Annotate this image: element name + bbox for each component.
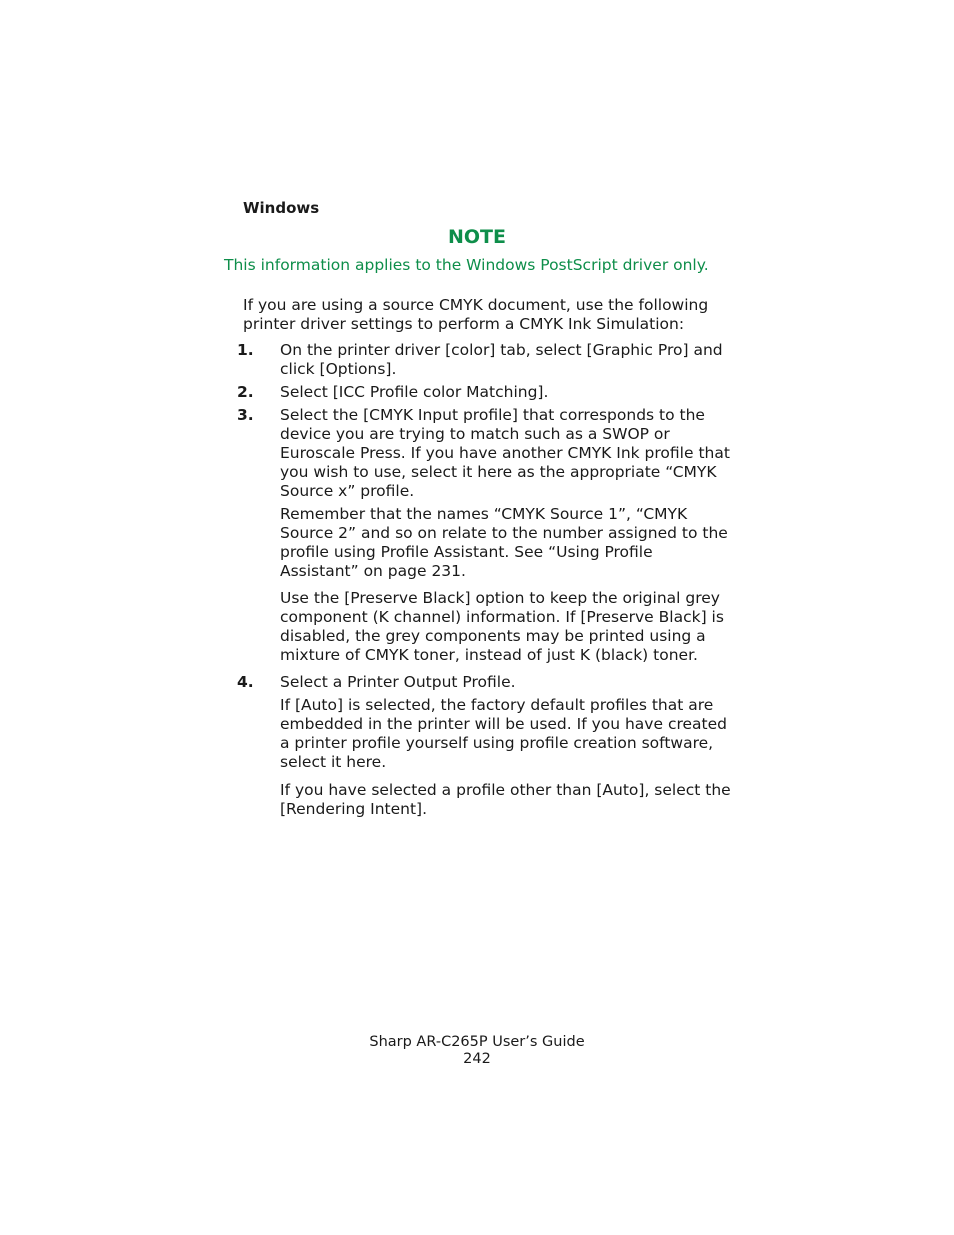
note-title: NOTE xyxy=(448,226,506,248)
step-4-note-rendering-intent: If you have selected a profile other than [Auto], select the [Rendering Intent]. xyxy=(280,781,731,818)
step-1-number: 1. xyxy=(237,341,254,359)
section-heading: Windows xyxy=(243,199,320,217)
footer-guide-title: Sharp AR-C265P User’s Guide xyxy=(369,1034,585,1050)
step-4-note-auto: If [Auto] is selected, the factory default profiles that are embedded in the printer will be used. If you have created a printer profile yourself using profile creation software, select it here. xyxy=(280,696,727,771)
step-2-number: 2. xyxy=(237,383,254,401)
step-2-text: Select [ICC Profile color Matching]. xyxy=(280,383,549,401)
footer-page-number: 242 xyxy=(463,1051,491,1067)
step-4-number: 4. xyxy=(237,673,254,691)
note-text: This information applies to the Windows PostScript driver only. xyxy=(224,256,709,274)
step-3-note-profile-names: Remember that the names “CMYK Source 1”, “CMYK Source 2” and so on relate to the number assigned to the profile using Profile Assistant. See “Using Profile Assistant” on page 231. xyxy=(280,505,728,580)
step-4-text: Select a Printer Output Profile. xyxy=(280,673,516,691)
step-3-note-preserve-black: Use the [Preserve Black] option to keep the original grey component (K channel) information. If [Preserve Black] is disabled, the grey components may be printed using a mixture of CMYK toner, instead of just K (black) toner. xyxy=(280,589,724,664)
step-1-text: On the printer driver [color] tab, select [Graphic Pro] and click [Options]. xyxy=(280,341,723,378)
step-3-text: Select the [CMYK Input profile] that corresponds to the device you are trying to match such as a SWOP or Euroscale Press. If you have another CMYK Ink profile that you wish to use, select it here as the appropriate “CMYK Source x” profile. xyxy=(280,406,730,500)
step-3-number: 3. xyxy=(237,406,254,424)
intro-paragraph: If you are using a source CMYK document, use the following printer driver settings to perform a CMYK Ink Simulation: xyxy=(243,296,709,333)
